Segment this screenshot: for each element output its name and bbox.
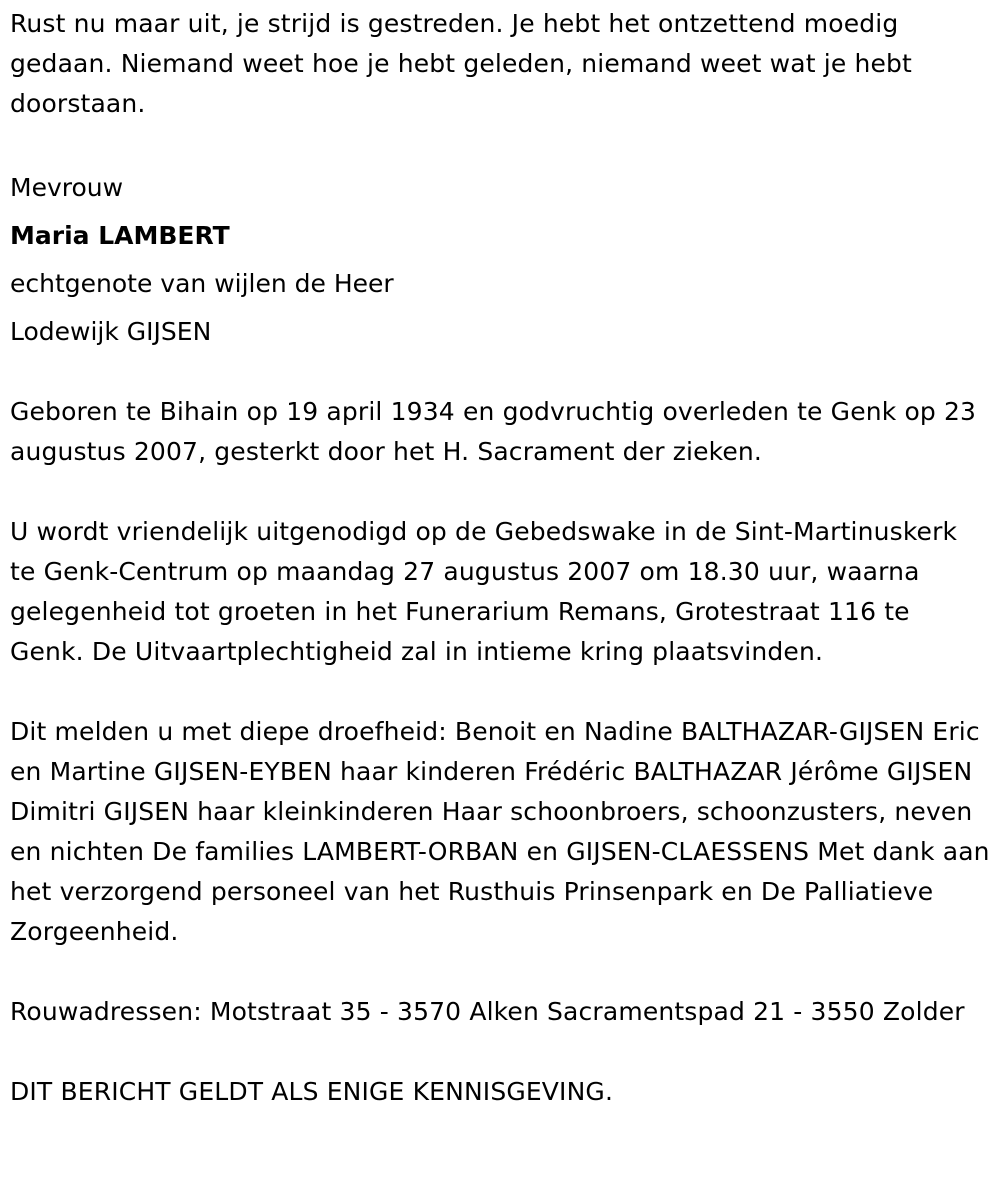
spacer (10, 952, 990, 992)
invitation-paragraph: U wordt vriendelijk uitgenodigd op de Gebedswake in de Sint-Martinuskerk te Genk-Centrum op maandag 27 augustus 2007 om 18.30 uur, waarna gelegenheid tot groeten in het Funerarium Remans, Grotestraat 116 te Genk. De Uitvaartplechtigheid zal in intieme kring plaatsvinden. (10, 517, 958, 666)
intro-paragraph: Rust nu maar uit, je strijd is gestreden. Je hebt het ontzettend moedig gedaan. Niemand weet hoe je hebt geleden, niemand weet wat je hebt doorstaan. (10, 9, 913, 118)
addresses-paragraph: Rouwadressen: Motstraat 35 - 3570 Alken Sacramentspad 21 - 3550 Zolder (10, 997, 965, 1026)
family-paragraph: Dit melden u met diepe droefheid: Benoit en Nadine BALTHAZAR-GIJSEN Eric en Martine GIJSEN-EYBEN haar kinderen Frédéric BALTHAZAR Jérôme GIJSEN Dimitri GIJSEN haar kleinkinderen Haar schoonbroers, schoonzusters, neven en nichten De families LAMBERT-ORBAN en GIJSEN-CLAESSENS Met dank aan het verzorgend personeel van het Rusthuis Prinsenpark en De Palliatieve Zorgeenheid. (10, 717, 990, 946)
closing-statement: DIT BERICHT GELDT ALS ENIGE KENNISGEVING. (10, 1077, 614, 1106)
birth-death-paragraph: Geboren te Bihain op 19 april 1934 en godvruchtig overleden te Genk op 23 augustus 2007, gesterkt door het H. Sacrament der zieken. (10, 397, 977, 466)
spacer (10, 1032, 990, 1072)
deceased-name: Maria LAMBERT (10, 221, 230, 250)
spacer (10, 124, 990, 164)
deceased-title: Mevrouw (10, 173, 124, 202)
spacer (10, 672, 990, 712)
deceased-relation: echtgenote van wijlen de Heer (10, 269, 394, 298)
spouse-name: Lodewijk GIJSEN (10, 317, 212, 346)
spacer (10, 356, 990, 392)
spacer (10, 472, 990, 512)
